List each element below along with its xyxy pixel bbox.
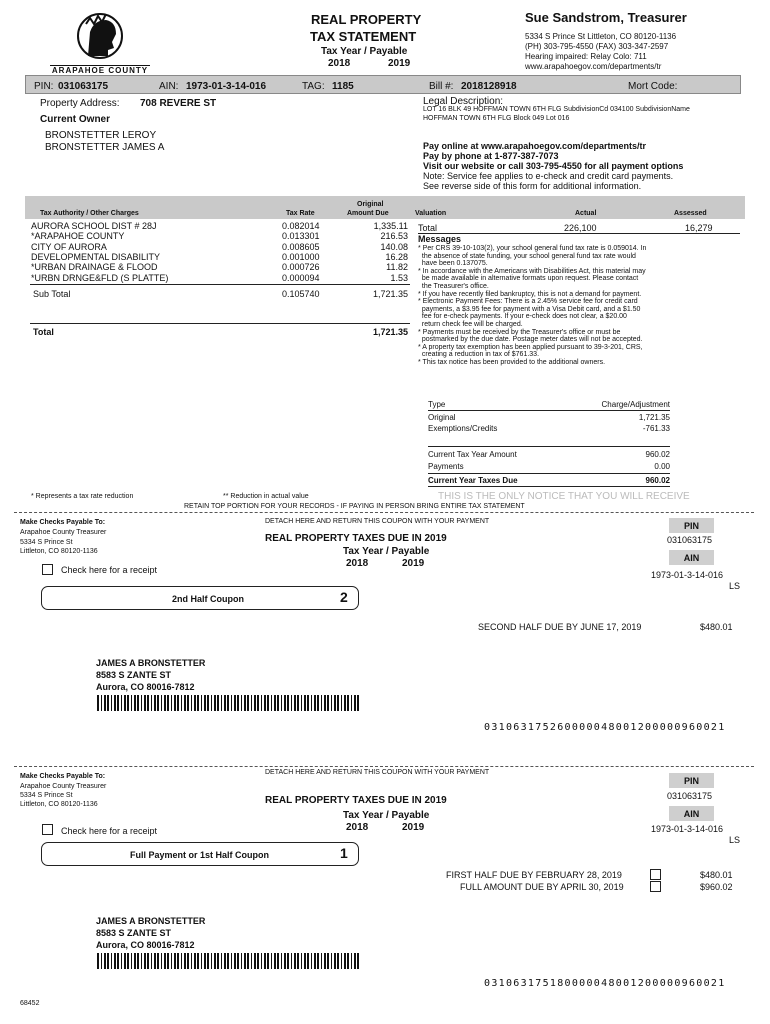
message-line: fee for e-check payments. If your e-check does not clear, a $20.00 <box>418 313 627 321</box>
indian-head-icon <box>50 12 150 60</box>
c1-full-checkbox[interactable] <box>650 881 661 892</box>
c1-receipt-label: Check here for a receipt <box>61 826 158 836</box>
c2-detach: DETACH HERE AND RETURN THIS COUPON WITH YOUR PAYMENT <box>265 518 490 525</box>
current-amount-value: 960.02 <box>645 450 670 459</box>
pay-online[interactable]: Pay online at www.arapahoegov.com/departments/tr <box>423 141 647 151</box>
payments-value: 0.00 <box>654 462 670 471</box>
tax-year: 2018 <box>328 58 351 69</box>
legal-line-1: LOT 16 BLK 49 HOFFMAN TOWN 6TH FLG SubdivisionCd 034100 SubdivisionName <box>423 106 690 113</box>
tax-row-amount: 16.28 <box>385 251 408 262</box>
c1-first-half-amount: $480.01 <box>700 870 733 880</box>
c2-ls: LS <box>729 581 741 591</box>
c2-tax-year-payable: Tax Year / Payable <box>343 546 430 557</box>
c2-ain-tag: AIN <box>669 550 714 565</box>
c2-year1: 2018 <box>346 558 369 569</box>
c1-ain-tag: AIN <box>669 806 714 821</box>
c2-postal-barcode <box>97 695 359 711</box>
c1-ain-value: 1973-01-3-14-016 <box>651 824 724 834</box>
message-line: * If you have recently filed bankruptcy, this is not a demand for payment. <box>418 290 642 298</box>
treasurer-address: 5334 S Prince St Littleton, CO 80120-1136 <box>525 32 677 41</box>
col-tax-authority: Tax Authority / Other Charges <box>40 210 139 217</box>
pin-value: 031063175 <box>58 81 109 92</box>
title-line1: REAL PROPERTY <box>311 12 422 27</box>
tax-row-amount: 1,335.11 <box>373 221 408 231</box>
c2-mail-name: JAMES A BRONSTETTER <box>96 658 206 668</box>
c2-ain-value: 1973-01-3-14-016 <box>651 570 724 580</box>
ain-label: AIN: <box>159 81 179 92</box>
c1-first-half-due: FIRST HALF DUE BY FEBRUARY 28, 2019 <box>446 870 622 880</box>
service-fee-note: Note: Service fee applies to e-check and credit card payments. <box>423 171 674 181</box>
message-line: have been 0.137075. <box>418 260 488 268</box>
tax-row-rate: 0.008605 <box>282 241 320 252</box>
c1-receipt-checkbox[interactable] <box>42 824 53 835</box>
c1-ls: LS <box>729 835 741 845</box>
property-address: 708 REVERE ST <box>140 98 217 109</box>
valuation-assessed: 16,279 <box>685 223 713 233</box>
c2-payee: Arapahoe County Treasurer <box>20 529 107 536</box>
total-amount: 1,721.35 <box>372 327 408 337</box>
payments-label: Payments <box>428 462 464 471</box>
c1-mail-street: 8583 S ZANTE ST <box>96 928 172 938</box>
valuation-total-label: Total <box>418 223 438 233</box>
c2-title: REAL PROPERTY TAXES DUE IN 2019 <box>265 533 447 544</box>
c2-mail-street: 8583 S ZANTE ST <box>96 670 172 680</box>
tax-row-rate: 0.000726 <box>282 262 320 273</box>
pay-by-phone: Pay by phone at 1-877-387-7073 <box>423 151 559 161</box>
subtotal-label: Sub Total <box>33 289 71 299</box>
tax-row-amount: 11.82 <box>386 262 408 273</box>
message-line: * In accordance with the Americans with Disabilities Act, this material may <box>418 267 646 275</box>
owner-1: BRONSTETTER LEROY <box>45 130 157 141</box>
c1-title: REAL PROPERTY TAXES DUE IN 2019 <box>265 795 447 806</box>
charges-type-label: Type <box>428 400 446 409</box>
logo-text: ARAPAHOE COUNTY <box>51 66 149 76</box>
legal-description-label: Legal Description: <box>423 96 504 107</box>
col-tax-rate: Tax Rate <box>286 210 315 217</box>
county-logo <box>50 12 150 74</box>
tax-row-rate: 0.082014 <box>282 221 320 231</box>
reverse-side-note: See reverse side of this form for additional information. <box>423 181 642 191</box>
c2-pin-value: 031063175 <box>667 535 713 545</box>
tax-year-payable: Tax Year / Payable <box>321 46 408 57</box>
charges-rule-3 <box>428 473 670 474</box>
tag-label: TAG: <box>302 81 325 92</box>
message-line: payments, a $3.95 fee for payment with a Visa Debit card, and a $1.50 <box>418 305 641 313</box>
c2-coupon-number: 2 <box>340 589 348 605</box>
col-valuation: Valuation <box>415 210 447 217</box>
col-assessed: Assessed <box>674 210 707 217</box>
col-original: Original <box>357 201 384 208</box>
c2-year2: 2019 <box>402 558 425 569</box>
message-line: return check fee will be charged. <box>418 321 523 328</box>
c1-year2: 2019 <box>402 822 425 833</box>
valuation-rule <box>418 233 740 234</box>
mort-code-label: Mort Code: <box>628 81 678 92</box>
c1-scanline: 031063175180000048001200000960021 <box>484 978 726 989</box>
c1-mail-name: JAMES A BRONSTETTER <box>96 916 206 926</box>
c1-postal-barcode <box>97 953 359 969</box>
tax-row-name: *ARAPAHOE COUNTY <box>31 231 125 242</box>
treasurer-phone: (PH) 303-795-4550 (FAX) 303-347-2597 <box>525 42 669 51</box>
tax-row-amount: 216.53 <box>380 231 408 242</box>
total-label: Total <box>33 327 54 337</box>
actual-reduction-note: ** Reduction in actual value <box>223 493 309 500</box>
original-label: Original <box>428 413 456 422</box>
subtotal-amount: 1,721.35 <box>372 289 408 299</box>
valuation-actual: 226,100 <box>564 223 597 233</box>
c2-coupon-label: 2nd Half Coupon <box>172 594 244 604</box>
tear-line-2 <box>14 766 754 767</box>
tax-row-name: *URBN DRNGE&FLD (S PLATTE) <box>31 272 169 283</box>
c1-payee: Arapahoe County Treasurer <box>20 783 107 790</box>
c2-addr1: 5334 S Prince St <box>20 539 73 546</box>
c1-pin-value: 031063175 <box>667 791 713 801</box>
tax-row-rate: 0.001000 <box>282 251 320 262</box>
tear-line-1 <box>14 512 754 513</box>
tax-row-name: AURORA SCHOOL DIST # 28J <box>31 221 157 231</box>
subtotal-rate: 0.105740 <box>282 289 320 299</box>
c2-scanline: 031063175260000048001200000960021 <box>484 722 726 733</box>
treasurer-website[interactable]: www.arapahoegov.com/departments/tr <box>525 62 662 71</box>
tax-row-name: DEVELOPMENTAL DISABILITY <box>31 251 161 262</box>
charges-charge-label: Charge/Adjustment <box>601 400 670 409</box>
c1-addr2: Littleton, CO 80120-1136 <box>20 801 98 808</box>
message-line: * This tax notice has been provided to the additional owners. <box>418 359 606 366</box>
message-line: the Treasurer's office. <box>418 283 489 290</box>
title-line2: TAX STATEMENT <box>310 29 417 44</box>
current-owner-label: Current Owner <box>40 114 111 125</box>
c1-first-half-checkbox[interactable] <box>650 869 661 880</box>
c2-addr2: Littleton, CO 80120-1136 <box>20 548 98 555</box>
original-value: 1,721.35 <box>638 413 670 422</box>
c1-tax-year-payable: Tax Year / Payable <box>343 810 430 821</box>
visit-website: Visit our website or call 303-795-4550 for all payment options <box>423 161 684 171</box>
c1-full-amount: $960.02 <box>700 882 733 892</box>
c1-coupon-label: Full Payment or 1st Half Coupon <box>130 850 270 860</box>
taxes-due-value: 960.02 <box>645 476 670 485</box>
ain-value: 1973-01-3-14-016 <box>186 81 267 92</box>
pin-label: PIN: <box>34 81 54 92</box>
message-line: * Per CRS 39-10-103(2), your school general fund tax rate is 0.059014. In <box>418 245 647 252</box>
bill-value: 2018128918 <box>461 81 517 92</box>
c2-receipt-checkbox[interactable] <box>42 564 53 575</box>
current-amount-label: Current Tax Year Amount <box>428 450 517 459</box>
message-line: * Electronic Payment Fees: There is a 2.45% service fee for credit card <box>418 298 638 306</box>
c1-detach: DETACH HERE AND RETURN THIS COUPON WITH YOUR PAYMENT <box>265 769 490 776</box>
total-rule <box>30 323 410 324</box>
c1-year1: 2018 <box>346 822 369 833</box>
tax-row-rate: 0.000094 <box>282 272 320 283</box>
c1-addr1: 5334 S Prince St <box>20 792 73 799</box>
message-line: creating a reduction in tax of $761.33. <box>418 351 540 359</box>
message-line: the absence of state funding, your school general fund tax rate would <box>418 252 636 260</box>
tax-row-amount: 140.08 <box>380 241 408 252</box>
rate-reduction-note: * Represents a tax rate reduction <box>31 493 134 500</box>
c1-payable-label: Make Checks Payable To: <box>20 773 106 780</box>
c2-mail-city: Aurora, CO 80016-7812 <box>96 682 195 692</box>
c1-full-due: FULL AMOUNT DUE BY APRIL 30, 2019 <box>460 882 624 892</box>
tag-value: 1185 <box>332 81 354 92</box>
legal-line-2: HOFFMAN TOWN 6TH FLG Block 049 Lot 016 <box>423 115 570 122</box>
treasurer-hearing: Hearing impaired: Relay Colo: 711 <box>525 52 647 61</box>
message-line: be made available in alternative formats upon request. Please contact <box>418 275 639 283</box>
c2-pin-tag: PIN <box>669 518 714 533</box>
col-amount-due: Amount Due <box>347 210 389 217</box>
c1-coupon-number: 1 <box>340 845 348 861</box>
c2-receipt-label: Check here for a receipt <box>61 565 158 575</box>
bill-label: Bill #: <box>429 81 454 92</box>
message-line: * A property tax exemption has been applied pursuant to 39-3-201, CRS, <box>418 343 643 351</box>
charges-rule-4 <box>428 486 670 487</box>
c2-payable-label: Make Checks Payable To: <box>20 519 106 526</box>
payable-year: 2019 <box>388 58 411 69</box>
form-number: 68452 <box>20 1000 40 1007</box>
subtotal-rule <box>30 284 410 285</box>
messages-title: Messages <box>418 234 462 244</box>
tax-row-amount: 1.53 <box>390 272 408 283</box>
c1-mail-city: Aurora, CO 80016-7812 <box>96 940 195 950</box>
exemptions-value: -761.33 <box>642 424 670 433</box>
c2-due-amount: $480.01 <box>700 622 733 632</box>
retain-notice: RETAIN TOP PORTION FOR YOUR RECORDS - IF PAYING IN PERSON BRING ENTIRE TAX STATEMENT <box>184 503 525 510</box>
taxes-due-label: Current Year Taxes Due <box>428 476 518 485</box>
charges-rule-2 <box>428 446 670 447</box>
property-address-label: Property Address: <box>40 98 120 109</box>
c2-due-text: SECOND HALF DUE BY JUNE 17, 2019 <box>478 622 642 632</box>
tax-row-name: CITY OF AURORA <box>31 241 107 252</box>
charges-rule-1 <box>428 410 670 411</box>
tax-row-name: *URBAN DRAINAGE & FLOOD <box>31 262 158 273</box>
message-line: * Payments must be received by the Treasurer's office or must be <box>418 328 621 336</box>
tax-row-rate: 0.013301 <box>282 231 320 242</box>
treasurer-name: Sue Sandstrom, Treasurer <box>525 10 687 25</box>
c1-pin-tag: PIN <box>669 773 714 788</box>
only-notice: THIS IS THE ONLY NOTICE THAT YOU WILL RECEIVE <box>438 491 690 502</box>
exemptions-label: Exemptions/Credits <box>428 424 498 433</box>
owner-2: BRONSTETTER JAMES A <box>45 142 165 153</box>
col-actual: Actual <box>575 210 597 217</box>
message-line: postmarked by the due date. Postage meter dates will not be accepted. <box>418 336 643 344</box>
